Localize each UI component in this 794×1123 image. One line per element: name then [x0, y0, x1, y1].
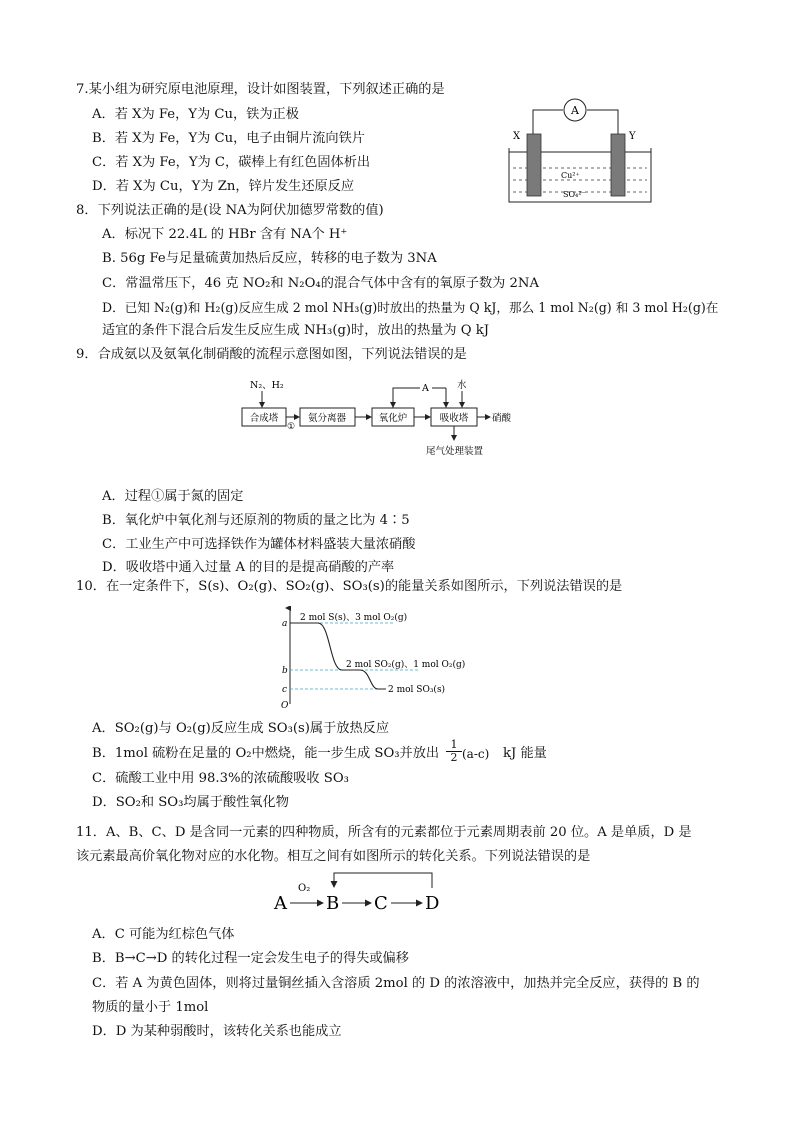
q11-stem-line-2: 该元素最高价氧化物对应的水化物。相互之间有如图所示的转化关系。下列说法错误的是 — [76, 849, 591, 864]
q10-option-b-expression: (a-c) — [462, 747, 490, 761]
q7-option-d: D．若 X为 Cu，Y为 Zn，锌片发生还原反应 — [92, 179, 355, 194]
scheme-o2-label: O₂ — [298, 883, 311, 894]
q8-option-a: A．标况下 22.4L 的 HBr 含有 NA个 H⁺ — [102, 227, 348, 242]
flow-box-2-label: 氨分离器 — [307, 413, 347, 424]
q7-option-c: C．若 X为 Fe，Y为 C，碳棒上有红色固体析出 — [92, 155, 371, 170]
flow-water-label: 水 — [457, 380, 467, 391]
flow-a-label: A — [422, 383, 429, 394]
energy-curve — [290, 623, 386, 689]
q9-stem: 9．合成氨以及氨氧化制硝酸的流程示意图如图，下列说法错误的是 — [76, 347, 467, 362]
electrode-y — [611, 134, 625, 196]
q11-option-c-continued: 物质的量小于 1mol — [92, 1000, 209, 1015]
q7-option-b: B．若 X为 Fe，Y为 Cu，电子由铜片流向铁片 — [92, 131, 365, 146]
q9-option-b: B．氧化炉中氧化剂与还原剂的物质的量之比为 4∶5 — [102, 513, 410, 528]
ion-cu-label: Cu²⁺ — [561, 171, 580, 180]
q11-conversion-scheme — [268, 868, 448, 914]
ion-so4-label: SO₄²⁻ — [563, 190, 586, 199]
flow-box-3-label: 氧化炉 — [378, 413, 408, 424]
q8-option-c: C．常温常压下，46 克 NO₂和 N₂O₄的混合气体中含有的氧原子数为 2NA — [102, 276, 539, 291]
q11-stem-line-1: 11．A、B、C、D 是含同一元素的四种物质，所含有的元素都位于元素周期表前 20 位。A 是单质，D 是 — [76, 825, 692, 840]
q10-stem: 10．在一定条件下，S(s)、O₂(g)、SO₂(g)、SO₃(s)的能量关系如图所示，下列说法错误的是 — [76, 579, 623, 594]
flow-product-label: 硝酸 — [492, 413, 512, 424]
q10-option-a: A．SO₂(g)与 O₂(g)反应生成 SO₃(s)属于放热反应 — [92, 721, 390, 736]
energy-level-c-label: 2 mol SO₃(s) — [388, 685, 446, 695]
q11-option-c: C．若 A 为黄色固体，则将过量铜丝插入含溶质 2mol 的 D 的浓溶液中，加热并完全反应，获得的 B 的 — [92, 976, 700, 991]
axis-origin-label: O — [281, 701, 289, 710]
q9-option-c: C．工业生产中可选择铁作为罐体材料盛装大量浓硝酸 — [102, 537, 416, 552]
energy-level-b-label: 2 mol SO₂(g)、1 mol O₂(g) — [346, 660, 466, 670]
energy-level-a-label: 2 mol S(s)、3 mol O₂(g) — [300, 613, 408, 623]
q7-stem: 7.某小组为研究原电池原理，设计如图装置，下列叙述正确的是 — [76, 82, 445, 97]
energy-level-a-tick: a — [282, 619, 288, 629]
q10-option-c: C．硫酸工业中用 98.3%的浓硫酸吸收 SO₃ — [92, 771, 349, 786]
fraction-denominator: 2 — [450, 751, 458, 764]
energy-level-c-tick: c — [282, 685, 288, 695]
q8-stem: 8．下列说法正确的是(设 NA为阿伏加德罗常数的值) — [76, 203, 384, 218]
q9-process-flow-diagram — [236, 376, 536, 462]
scheme-d: D — [425, 893, 440, 914]
q8-option-b: B. 56g Fe与足量硫黄加热后反应，转移的电子数为 3NA — [102, 251, 437, 266]
q11-option-d: D．D 为某种弱酸时，该转化关系也能成立 — [92, 1024, 342, 1039]
flow-tail-gas-label: 尾气处理装置 — [426, 446, 484, 457]
q10-energy-diagram — [278, 606, 508, 710]
flow-input-label: N₂、H₂ — [250, 380, 284, 391]
q11-option-a: A．C 可能为红棕色气体 — [92, 927, 235, 942]
q7-galvanic-cell-figure — [505, 96, 655, 208]
electrode-y-label: Y — [629, 131, 636, 142]
energy-level-b-tick: b — [282, 666, 288, 676]
flow-step-1-label: ① — [287, 422, 296, 432]
q9-option-a: A．过程①属于氮的固定 — [102, 489, 244, 504]
flow-box-4-label: 吸收塔 — [439, 413, 469, 424]
q11-option-b: B．B→C→D 的转化过程一定会发生电子的得失或偏移 — [92, 951, 409, 966]
scheme-a: A — [274, 893, 287, 914]
electrode-x — [527, 134, 541, 196]
ammeter-label: A — [571, 104, 579, 117]
flow-box-1-label: 合成塔 — [249, 413, 279, 424]
electrode-x-label: X — [513, 131, 521, 142]
q10-option-b-fraction — [446, 739, 462, 764]
q10-option-d: D．SO₂和 SO₃均属于酸性氧化物 — [92, 795, 289, 810]
scheme-c: C — [374, 893, 388, 914]
q9-option-d: D．吸收塔中通入过量 A 的目的是提高硝酸的产率 — [102, 560, 395, 575]
scheme-b: B — [326, 893, 340, 914]
q8-option-d-continued: 适宜的条件下混合后发生反应生成 NH₃(g)时，放出的热量为 Q kJ — [102, 323, 490, 338]
q10-option-b: B．1mol 硫粉在足量的 O₂中燃烧，能一步生成 SO₃并放出 — [92, 746, 440, 761]
fraction-numerator: 1 — [446, 739, 462, 752]
q7-option-a: A．若 X为 Fe，Y为 Cu，铁为正极 — [92, 107, 299, 122]
q8-option-d: D．已知 N₂(g)和 H₂(g)反应生成 2 mol NH₃(g)时放出的热量为 Q kJ，那么 1 mol N₂(g) 和 3 mol H₂(g)在 — [102, 300, 719, 315]
q10-option-b-tail: kJ 能量 — [503, 746, 547, 761]
